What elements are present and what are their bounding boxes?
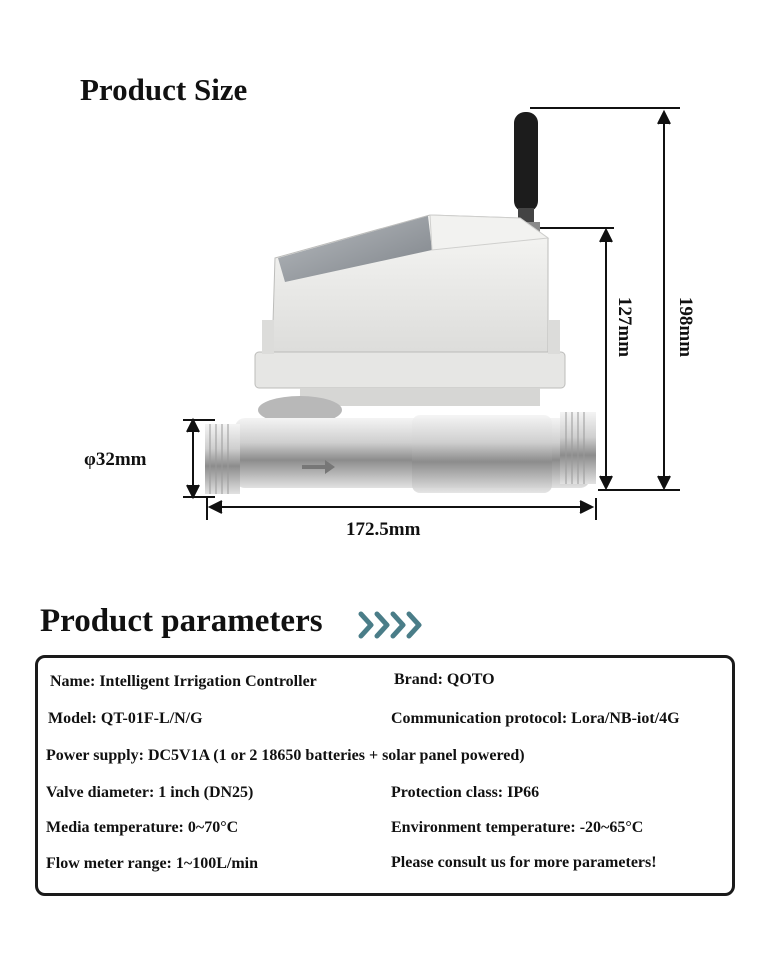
param-flow-meter-range: Flow meter range: 1~100L/min <box>46 855 258 872</box>
chevron-arrows-icon <box>357 610 435 640</box>
product-size-title: Product Size <box>80 72 248 107</box>
param-media-temperature: Media temperature: 0~70°C <box>46 819 239 836</box>
param-environment-temperature: Environment temperature: -20~65°C <box>391 819 644 836</box>
valve-pipe <box>205 396 596 494</box>
product-parameters-title: Product parameters <box>40 603 323 639</box>
param-power-supply: Power supply: DC5V1A (1 or 2 18650 batteries + solar panel powered) <box>46 747 525 764</box>
param-protection-class: Protection class: IP66 <box>391 784 540 801</box>
param-valve-diameter: Valve diameter: 1 inch (DN25) <box>46 784 254 801</box>
controller-housing <box>255 215 565 406</box>
diameter-dimension: φ32mm <box>84 449 147 470</box>
length-dimension: 172.5mm <box>346 519 421 540</box>
param-communication: Communication protocol: Lora/NB-iot/4G <box>391 710 680 727</box>
body-height-dimension: 127mm <box>614 296 635 358</box>
total-height-dimension: 198mm <box>675 296 696 358</box>
param-brand: Brand: QOTO <box>394 671 495 688</box>
parameters-box <box>35 655 735 896</box>
param-consult-note: Please consult us for more parameters! <box>391 854 657 871</box>
param-model: Model: QT-01F-L/N/G <box>48 710 203 727</box>
param-name: Name: Intelligent Irrigation Controller <box>50 673 317 690</box>
